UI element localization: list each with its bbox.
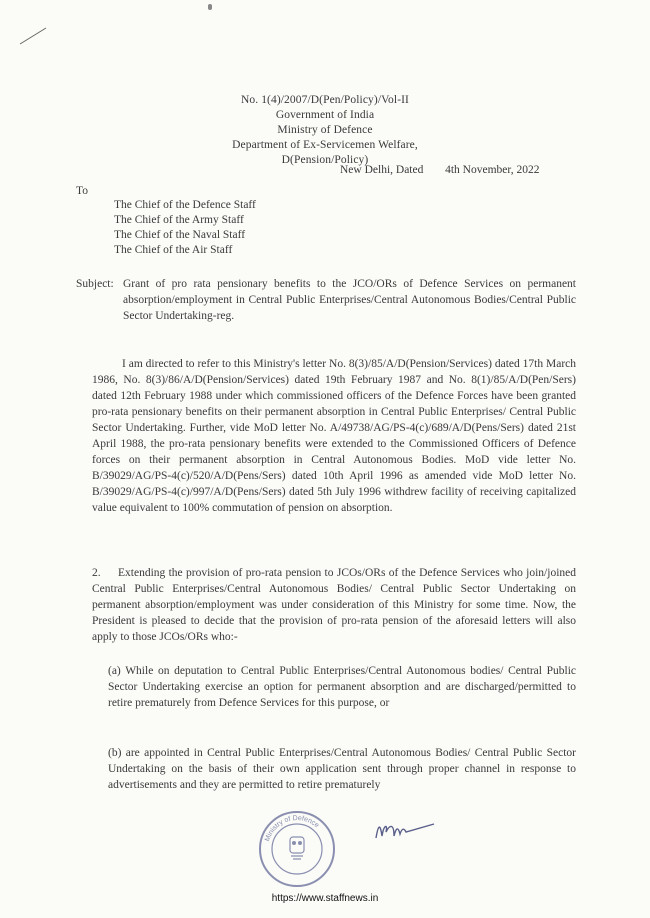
pen-mark <box>18 24 48 48</box>
paragraph-2-text: Extending the provision of pro-rata pension to JCOs/ORs of the Defence Services who join/joined Central Public Enterprises/Central Autonomous Bodies/ Central Public Sector Undertaking on permanent absorption/employment was under consideration of this Ministry for some time. Now, the President is pleased to decide that the provision of pro-rata pension of the aforesaid letters will also apply to those JCOs/ORs who:- <box>92 567 576 643</box>
signature <box>372 818 436 844</box>
header-division: D(Pension/Policy) <box>281 154 369 166</box>
subject-label: Subject: <box>76 278 114 290</box>
subject-text: Grant of pro rata pensionary benefits to the JCO/ORs of Defence Services on permanent absorption/employment in Central Public Enterprises/Central Autonomous Bodies/Central Public Sector Undertaking-reg. <box>123 278 576 322</box>
footer-url[interactable]: https://www.staffnews.in <box>271 893 379 904</box>
paragraph-number: 2. <box>92 567 101 579</box>
addressee-list <box>114 198 256 258</box>
addressee: The Chief of the Army Staff <box>114 214 244 226</box>
header-ministry: Ministry of Defence <box>277 124 373 136</box>
clause-b: (b) are appointed in Central Public Enterprises/Central Autonomous Bodies/ Central Public Sector Undertaking on the basis of their own application sent through proper channel in response to advertisements and they are permitted to retire prematurely <box>108 747 576 791</box>
scan-speck <box>208 4 212 10</box>
place-label: New Delhi, Dated <box>340 164 424 176</box>
paragraph-2 <box>92 565 576 645</box>
ministry-seal-stamp <box>258 810 336 888</box>
subject-block <box>76 276 576 324</box>
addressee: The Chief of the Naval Staff <box>114 229 246 241</box>
reference-number: No. 1(4)/2007/D(Pen/Policy)/Vol-II <box>240 94 409 106</box>
addressee: The Chief of the Air Staff <box>114 244 233 256</box>
header-department: Department of Ex-Servicemen Welfare, <box>232 139 418 151</box>
svg-text:Ministry of Defence: Ministry of Defence <box>264 814 321 843</box>
clause-a: (a) While on deputation to Central Public Enterprises/Central Autonomous bodies/ Central Public Sector Undertaking exercise an option for permanent absorption and are discharged/permitted to retire prematurely from Defence Services for this purpose, or <box>108 665 576 709</box>
paragraph-1: I am directed to refer to this Ministry's letter No. 8(3)/85/A/D(Pension/Services) dated 17th March 1986, No. 8(3)/86/A/D(Pension/Services) dated 19th February 1987 and No. 8(1)/85/A/D(Pen/Sers) dated 12th February 1988 under which commissioned officers of the Defence Forces have been granted pro-rata pensionary benefits on their permanent absorption in Central Public Enterprises/ Central Public Sector Undertaking. Further, vide MoD letter No. A/49738/AG/PS-4(c)/689/A/D(Pens/Sers) dated 21st April 1988, the pro-rata pensionary benefits were extended to the Commissioned Officers of Defence forces on their permanent absorption in Central Autonomous Bodies. MoD vide letter No. B/39029/AG/PS-4(c)/520/A/D(Pens/Sers) dated 10th April 1996 as amended vide MoD letter No. B/39029/AG/PS-4(c)/997/A/D(Pens/Sers) dated 5th July 1996 withdrew facility of receiving capitalized value equivalent to 100% commutation of pension on absorption. <box>92 358 576 514</box>
header-government: Government of India <box>275 109 375 121</box>
to-label: To <box>76 185 88 197</box>
letter-date: 4th November, 2022 <box>445 164 540 176</box>
addressee: The Chief of the Defence Staff <box>114 199 256 211</box>
date-line <box>340 164 540 176</box>
